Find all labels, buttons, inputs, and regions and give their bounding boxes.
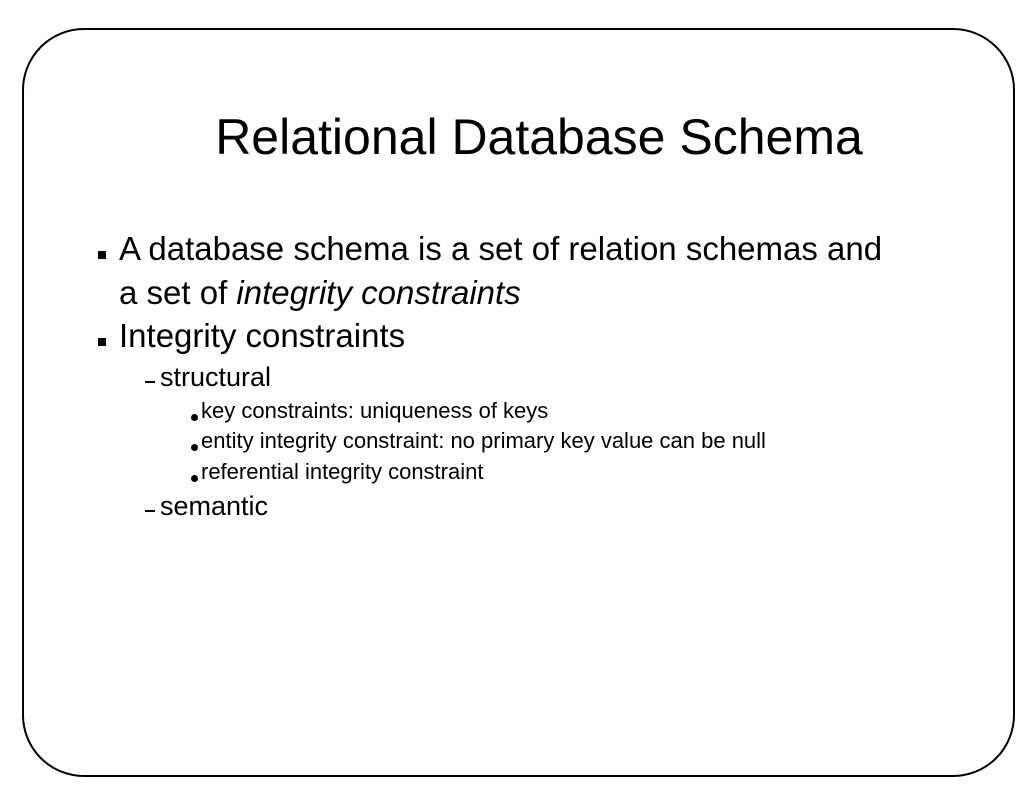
sub-sub-bullet-text: key constraints: uniqueness of keys: [201, 398, 549, 423]
bullet-text-prefix: a set of: [119, 274, 237, 311]
sub-bullet-text: structural: [160, 362, 272, 392]
square-bullet-icon: [98, 251, 106, 259]
round-bullet-icon: [191, 475, 198, 482]
bullet-text: A database schema is a set of relation schemas and: [119, 230, 883, 267]
bullet-text: Integrity constraints: [119, 317, 406, 354]
square-bullet-icon: [98, 338, 106, 346]
sub-sub-bullet-text: entity integrity constraint: no primary key value can be null: [201, 428, 766, 453]
bullet-text-continuation: [119, 273, 521, 313]
sub-bullet-text: semantic: [160, 491, 269, 521]
sub-sub-bullet-text: referential integrity constraint: [201, 459, 484, 484]
emphasized-term: integrity constraints: [236, 274, 521, 311]
slide-title: Relational Database Schema: [215, 109, 863, 165]
round-bullet-icon: [191, 414, 198, 421]
dash-bullet-icon: [145, 381, 155, 383]
dash-bullet-icon: [145, 510, 155, 512]
round-bullet-icon: [191, 444, 198, 451]
